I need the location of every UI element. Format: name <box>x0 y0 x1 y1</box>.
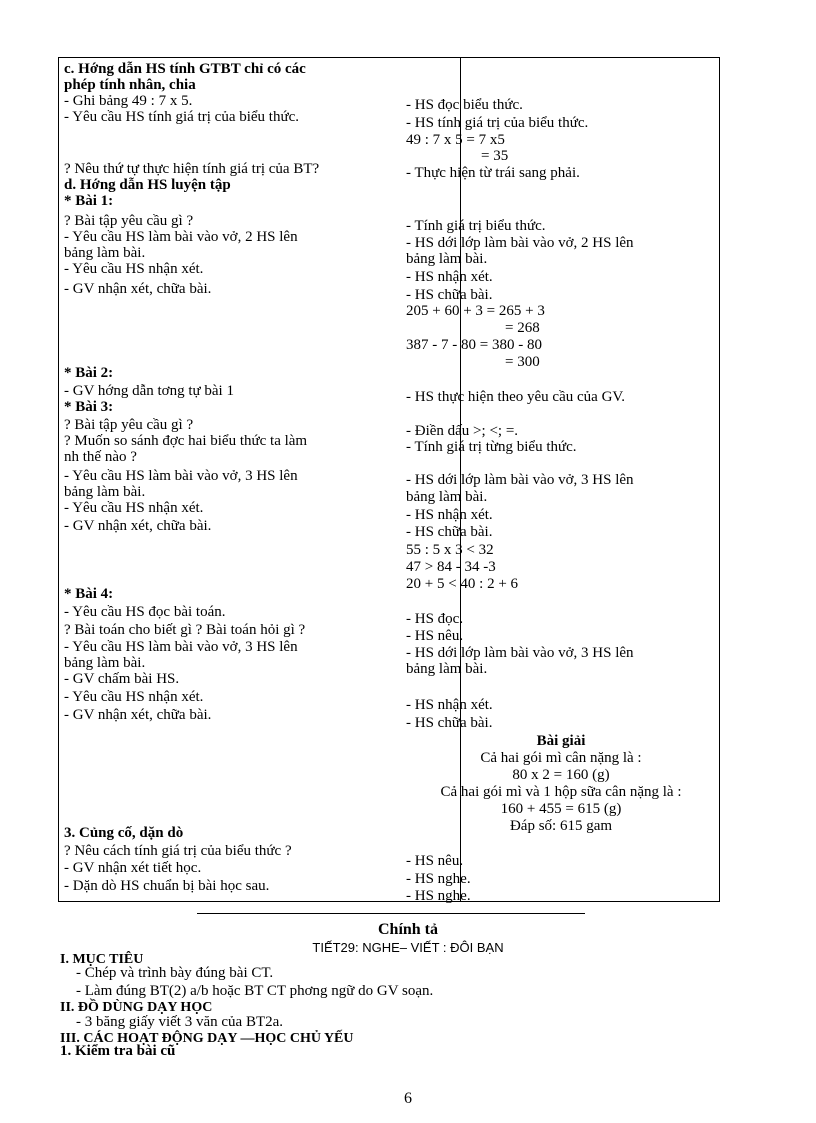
student-line: - HS dới lớp làm bài vào vở, 3 HS lên <box>406 645 634 661</box>
teacher-line: phép tính nhân, chia <box>64 77 196 93</box>
teacher-line: - Yêu cầu HS nhận xét. <box>64 261 204 277</box>
student-line: Cả hai gói mì cân nặng là : <box>480 750 642 766</box>
teacher-line: bảng làm bài. <box>64 484 146 500</box>
teacher-line: - Yêu cầu HS nhận xét. <box>64 500 204 516</box>
student-line: Bài giải <box>536 733 586 749</box>
teacher-line: c. Hớng dẫn HS tính GTBT chỉ có các <box>64 61 306 77</box>
teacher-line: ? Muốn so sánh đợc hai biểu thức ta làm <box>64 433 308 449</box>
student-line: 55 : 5 x 3 < 32 <box>406 542 494 558</box>
teacher-line: ? Nêu thứ tự thực hiện tính giá trị của BT? <box>64 161 320 177</box>
teacher-line: ? Nêu cách tính giá trị của biểu thức ? <box>64 843 292 859</box>
section-subtitle: TIẾT29: NGHE– VIẾT : ĐÔI BẠN <box>312 940 504 955</box>
teacher-line: d. Hớng dẫn HS luyện tập <box>64 177 231 193</box>
student-line: - Tính giá trị biểu thức. <box>406 218 546 234</box>
student-line: 205 + 60 + 3 = 265 + 3 <box>406 303 545 319</box>
teacher-line: * Bài 1: <box>64 193 114 209</box>
teacher-line: - Yêu cầu HS tính giá trị của biểu thức. <box>64 109 300 125</box>
student-line: - HS nhận xét. <box>406 697 493 713</box>
student-line: 387 - 7 - 80 = 380 - 80 <box>406 337 542 353</box>
student-line: 47 > 84 - 34 -3 <box>406 559 496 575</box>
student-line: - HS chữa bài. <box>406 287 493 303</box>
student-line: - HS nghe. <box>406 888 471 904</box>
student-line: bảng làm bài. <box>406 251 488 267</box>
objective-2: - Làm đúng BT(2) a/b hoặc BT CT phơng ngữ do GV soạn. <box>76 983 434 999</box>
teacher-line: - GV nhận xét, chữa bài. <box>64 518 212 534</box>
student-line: bảng làm bài. <box>406 489 488 505</box>
heading-objectives: I. MỤC TIÊU <box>60 952 144 967</box>
teacher-line: ? Bài toán cho biết gì ? Bài toán hỏi gì ? <box>64 622 306 638</box>
student-line: - HS chữa bài. <box>406 715 493 731</box>
student-line: - HS đọc biểu thức. <box>406 97 523 113</box>
student-line: - HS thực hiện theo yêu cầu của GV. <box>406 389 626 405</box>
teacher-line: - Yêu cầu HS đọc bài toán. <box>64 604 226 620</box>
teacher-line: bảng làm bài. <box>64 655 146 671</box>
student-line: - Thực hiện từ trái sang phải. <box>406 165 580 181</box>
student-line: - HS đọc. <box>406 611 464 627</box>
student-line: 49 : 7 x 5 = 7 x5 <box>406 132 505 148</box>
teacher-line: - GV hớng dẫn tơng tự bài 1 <box>64 383 234 399</box>
student-line: - HS nhận xét. <box>406 269 493 285</box>
teacher-line: ? Bài tập yêu cầu gì ? <box>64 213 194 229</box>
objective-1: - Chép và trình bày đúng bài CT. <box>76 965 274 981</box>
student-line: - HS nêu. <box>406 853 464 869</box>
student-line: - HS nhận xét. <box>406 507 493 523</box>
student-line: = 268 <box>505 320 540 336</box>
student-line: 20 + 5 < 40 : 2 + 6 <box>406 576 519 592</box>
teacher-line: - GV nhận xét, chữa bài. <box>64 281 212 297</box>
teacher-line: - GV nhận xét, chữa bài. <box>64 707 212 723</box>
student-line: - Tính giá trị từng biểu thức. <box>406 439 577 455</box>
student-line: - HS dới lớp làm bài vào vở, 3 HS lên <box>406 472 634 488</box>
student-line: bảng làm bài. <box>406 661 488 677</box>
teacher-line: * Bài 3: <box>64 399 114 415</box>
teacher-line: - GV chấm bài HS. <box>64 671 180 687</box>
student-line: - Điền dấu >; <; =. <box>406 423 519 439</box>
teacher-line: - Yêu cầu HS làm bài vào vở, 3 HS lên <box>64 639 298 655</box>
student-line: Cả hai gói mì và 1 hộp sữa cân nặng là : <box>440 784 682 800</box>
student-line: - HS nghe. <box>406 871 471 887</box>
teacher-line: bảng làm bài. <box>64 245 146 261</box>
section-title: Chính tả <box>377 921 439 938</box>
teacher-line: - Dặn dò HS chuẩn bị bài học sau. <box>64 878 270 894</box>
teacher-line: - GV nhận xét tiết học. <box>64 860 202 876</box>
teacher-line: - Yêu cầu HS làm bài vào vở, 2 HS lên <box>64 229 298 245</box>
teacher-line: * Bài 2: <box>64 365 114 381</box>
teacher-line: ? Bài tập yêu cầu gì ? <box>64 417 194 433</box>
student-line: = 35 <box>481 148 509 164</box>
page-number: 6 <box>404 1090 412 1107</box>
teacher-line: - Yêu cầu HS làm bài vào vở, 3 HS lên <box>64 468 298 484</box>
teacher-line: - Ghi bảng 49 : 7 x 5. <box>64 93 193 109</box>
student-line: - HS tính giá trị của biểu thức. <box>406 115 589 131</box>
teacher-line: - Yêu cầu HS nhận xét. <box>64 689 204 705</box>
teacher-line: * Bài 4: <box>64 586 114 602</box>
student-line: 80 x 2 = 160 (g) <box>512 767 610 783</box>
student-line: Đáp số: 615 gam <box>509 818 613 834</box>
heading-review: 1. Kiểm tra bài cũ <box>60 1043 176 1059</box>
heading-materials: II. ĐỒ DÙNG DẠY HỌC <box>60 1000 213 1015</box>
section-divider-line <box>197 913 585 914</box>
student-line: - HS nêu. <box>406 628 464 644</box>
heading-activities: III. CÁC HOẠT ĐỘNG DẠY —HỌC CHỦ YẾU <box>60 1031 354 1046</box>
teacher-line: nh thế nào ? <box>64 449 137 465</box>
student-line: = 300 <box>505 354 540 370</box>
teacher-line: 3. Củng cố, dặn dò <box>64 825 184 841</box>
lesson-table <box>58 57 720 902</box>
student-line: - HS dới lớp làm bài vào vở, 2 HS lên <box>406 235 634 251</box>
materials-item: - 3 băng giấy viết 3 văn của BT2a. <box>76 1014 284 1030</box>
student-line: 160 + 455 = 615 (g) <box>500 801 622 817</box>
student-line: - HS chữa bài. <box>406 524 493 540</box>
